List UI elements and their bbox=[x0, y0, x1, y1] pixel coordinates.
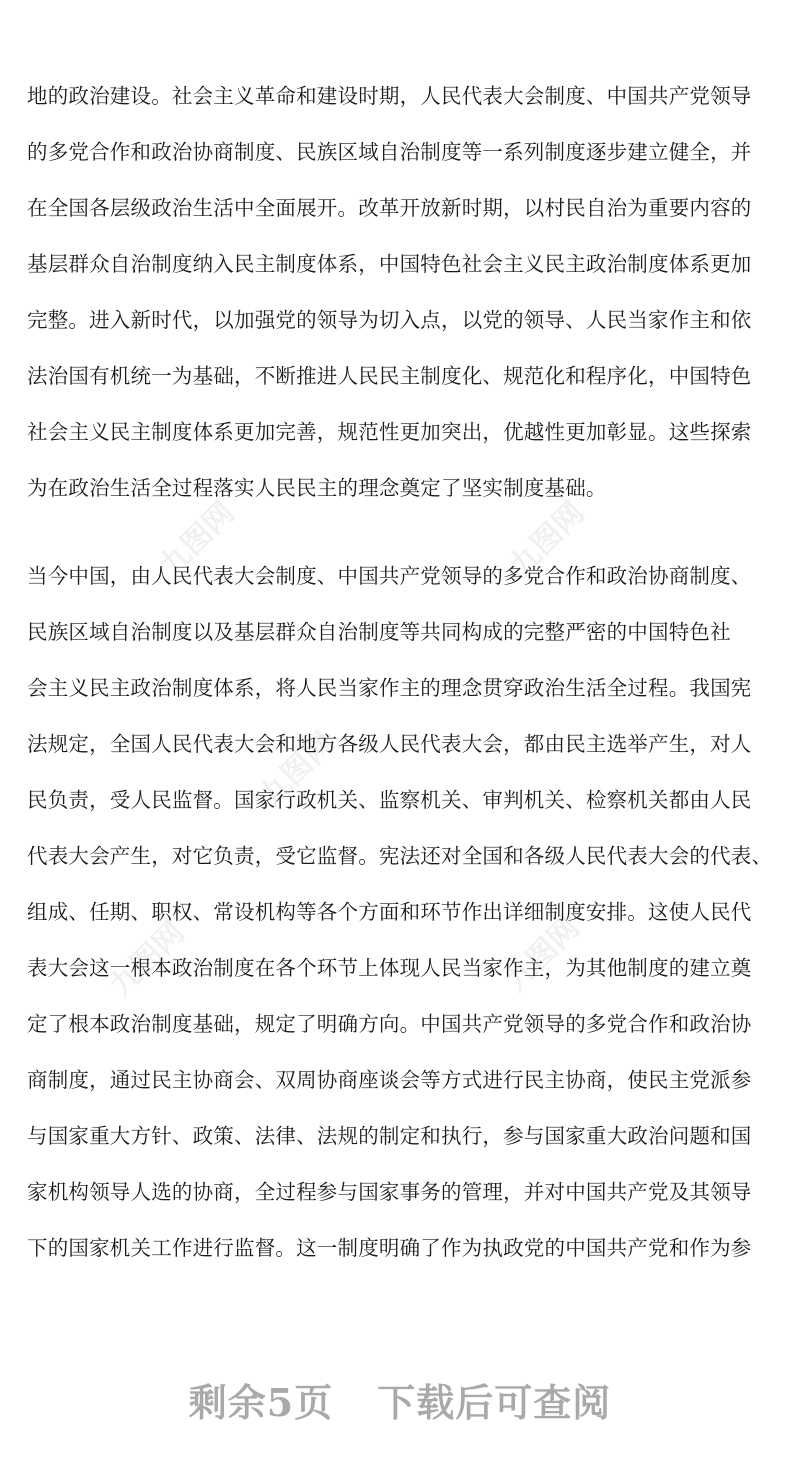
text-line: 基层群众自治制度纳入民主制度体系，中国特色社会主义民主政治制度体系更加 bbox=[27, 252, 752, 276]
text-line: 表大会这一根本政治制度在各个环节上体现人民当家作主，为其他制度的建立奠 bbox=[27, 956, 752, 980]
text-line: 组成、任期、职权、常设机构等各个方面和环节作出详细制度安排。这使人民代 bbox=[27, 900, 752, 924]
text-line: 在全国各层级政治生活中全面展开。改革开放新时期，以村民自治为重要内容的 bbox=[27, 196, 752, 220]
paragraph-2 bbox=[27, 556, 787, 1284]
download-to-read-label: 下载后可查阅 bbox=[377, 1380, 612, 1425]
text-line: 法规定，全国人民代表大会和地方各级人民代表大会，都由民主选举产生，对人 bbox=[27, 732, 752, 756]
text-line: 的多党合作和政治协商制度、民族区域自治制度等一系列制度逐步建立健全，并 bbox=[27, 140, 752, 164]
text-line: 地的政治建设。社会主义革命和建设时期，人民代表大会制度、中国共产党领导 bbox=[27, 84, 752, 108]
watermark: 九图网 bbox=[503, 495, 592, 584]
text-line: 下的国家机关工作进行监督。这一制度明确了作为执政党的中国共产党和作为参 bbox=[27, 1236, 752, 1260]
remaining-pages-label: 剩余5页 bbox=[188, 1380, 334, 1425]
download-prompt[interactable] bbox=[0, 1372, 800, 1427]
text-line: 民负责，受人民监督。国家行政机关、监察机关、审判机关、检察机关都由人民 bbox=[27, 788, 752, 812]
text-line: 法治国有机统一为基础，不断推进人民民主制度化、规范化和程序化，中国特色 bbox=[27, 364, 752, 388]
text-line: 家机构领导人选的协商，全过程参与国家事务的管理，并对中国共产党及其领导 bbox=[27, 1180, 752, 1204]
text-line: 定了根本政治制度基础，规定了明确方向。中国共产党领导的多党合作和政治协 bbox=[27, 1012, 752, 1036]
text-line: 商制度，通过民主协商会、双周协商座谈会等方式进行民主协商，使民主党派参 bbox=[27, 1068, 752, 1092]
text-line: 社会主义民主制度体系更加完善，规范性更加突出，优越性更加彰显。这些探索 bbox=[27, 420, 752, 444]
watermark: 九图网 bbox=[153, 495, 242, 584]
text-line: 民族区域自治制度以及基层群众自治制度等共同构成的完整严密的中国特色社 bbox=[27, 620, 731, 644]
text-line: 为在政治生活全过程落实人民民主的理念奠定了坚实制度基础。 bbox=[27, 476, 607, 500]
text-line: 会主义民主政治制度体系，将人民当家作主的理念贯穿政治生活全过程。我国宪 bbox=[27, 676, 752, 700]
watermark: 九图网 bbox=[253, 725, 342, 814]
text-line: 当今中国，由人民代表大会制度、中国共产党领导的多党合作和政治协商制度、 bbox=[27, 564, 752, 588]
text-line: 完整。进入新时代，以加强党的领导为切入点，以党的领导、人民当家作主和依 bbox=[27, 308, 752, 332]
text-line: 与国家重大方针、政策、法律、法规的制定和执行，参与国家重大政治问题和国 bbox=[27, 1124, 752, 1148]
watermark: 九图网 bbox=[498, 910, 587, 999]
watermark: 九图网 bbox=[103, 915, 192, 1004]
paragraph-1 bbox=[27, 76, 787, 524]
text-line: 代表大会产生，对它负责，受它监督。宪法还对全国和各级人民代表大会的代表、 bbox=[27, 844, 773, 868]
